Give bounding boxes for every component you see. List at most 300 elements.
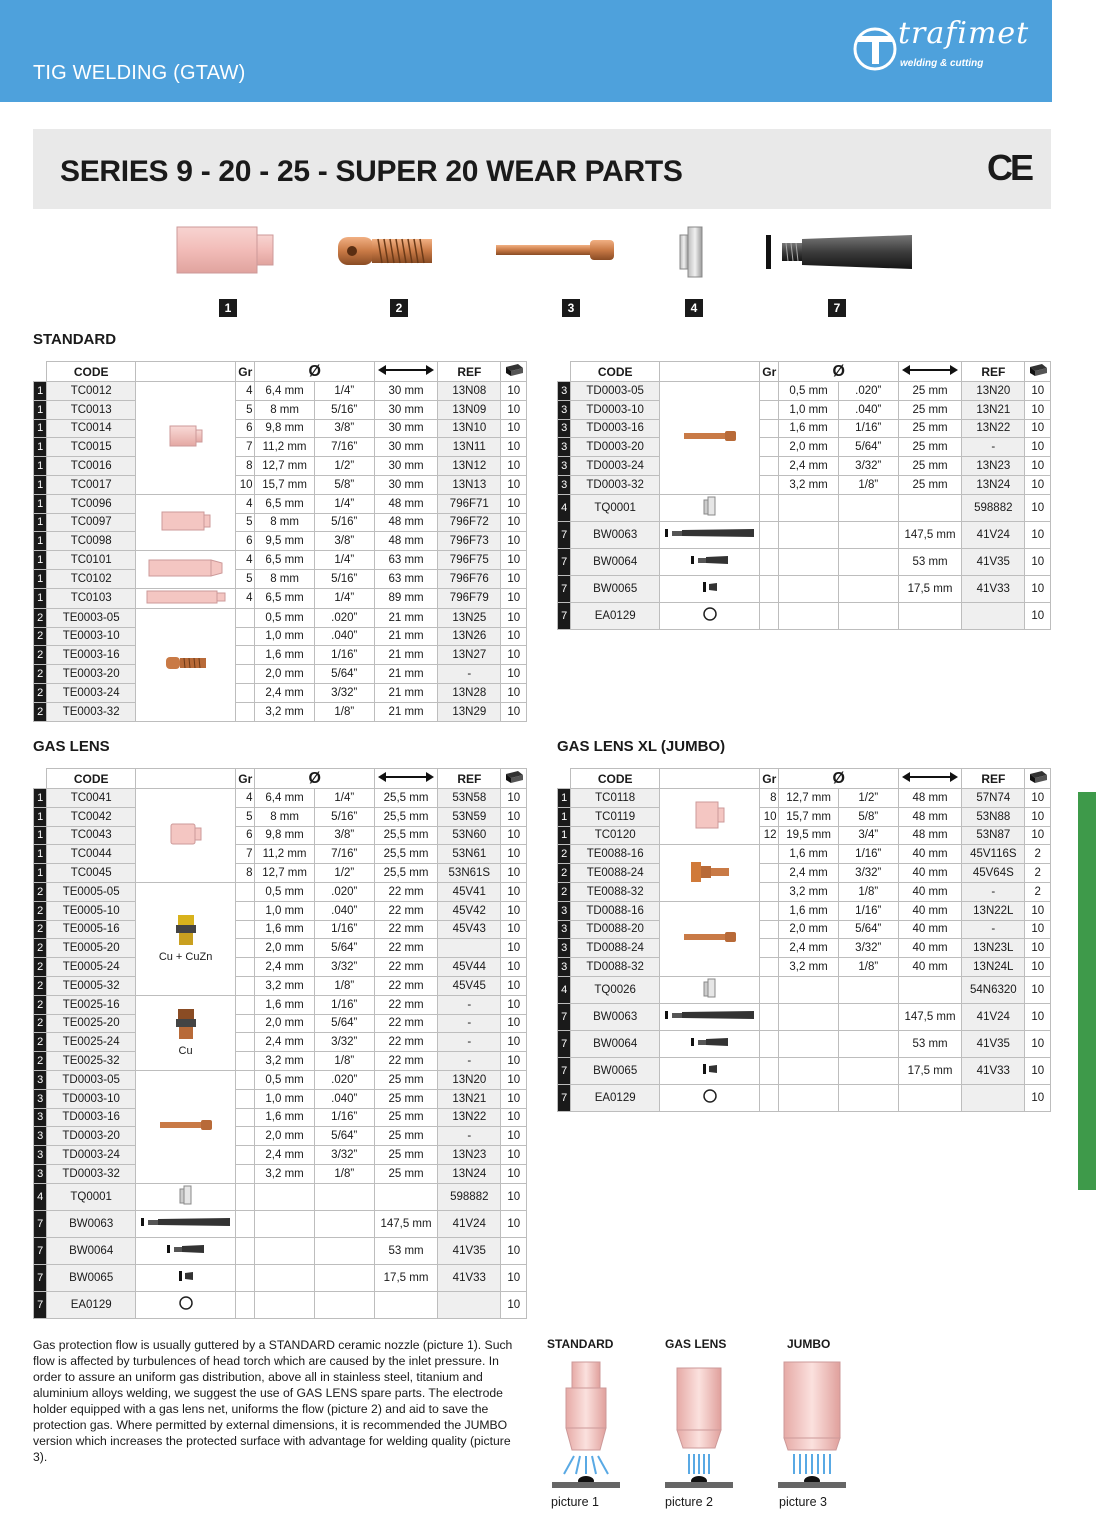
gr-size bbox=[236, 1183, 255, 1210]
part-image-cell bbox=[660, 845, 760, 901]
package-quantity: 10 bbox=[1025, 976, 1051, 1003]
table-row bbox=[34, 665, 527, 684]
gr-size bbox=[236, 608, 255, 627]
group-number: 7 bbox=[558, 548, 571, 575]
back-cap-long-icon bbox=[140, 1218, 232, 1230]
package-quantity: 10 bbox=[501, 1052, 527, 1071]
picture-title-gas-lens: GAS LENS bbox=[665, 1337, 727, 1351]
part-image-cell bbox=[660, 575, 760, 602]
part-code: BW0064 bbox=[571, 548, 660, 575]
group-number: 1 bbox=[34, 551, 47, 570]
length: 147,5 mm bbox=[374, 1210, 437, 1237]
group-number: 2 bbox=[558, 882, 571, 901]
diameter-inch: 5/16” bbox=[314, 807, 374, 826]
package-quantity: 10 bbox=[1025, 457, 1051, 476]
table-row bbox=[558, 382, 1051, 401]
table-row bbox=[558, 1057, 1051, 1084]
table-row bbox=[558, 400, 1051, 419]
table-row bbox=[34, 1127, 527, 1146]
length: 48 mm bbox=[898, 826, 961, 845]
group-number: 4 bbox=[558, 494, 571, 521]
gr-size: 5 bbox=[236, 513, 255, 532]
diameter-inch bbox=[838, 602, 898, 629]
logo-brand-text: trafimet bbox=[898, 16, 1030, 51]
table-row bbox=[34, 1052, 527, 1071]
insulator-icon bbox=[703, 989, 717, 1001]
reference: 13N13 bbox=[438, 475, 501, 494]
part-code: BW0064 bbox=[571, 1030, 660, 1057]
group-number: 3 bbox=[558, 457, 571, 476]
length: 25 mm bbox=[374, 1146, 437, 1165]
group-number: 2 bbox=[34, 1014, 47, 1033]
gr-size: 5 bbox=[236, 807, 255, 826]
part-code: TE0025-20 bbox=[47, 1014, 136, 1033]
gr-size bbox=[760, 939, 779, 958]
table-row bbox=[34, 569, 527, 588]
length bbox=[898, 976, 961, 1003]
length: 40 mm bbox=[898, 958, 961, 977]
ref-header: REF bbox=[962, 769, 1025, 789]
diameter-mm: 12,7 mm bbox=[255, 864, 314, 883]
gr-size bbox=[236, 1127, 255, 1146]
diameter-inch bbox=[838, 521, 898, 548]
length: 21 mm bbox=[374, 683, 437, 702]
group-number: 1 bbox=[34, 845, 47, 864]
diameter-inch: 1/8” bbox=[314, 1052, 374, 1071]
diameter-mm: 2,0 mm bbox=[255, 1127, 314, 1146]
back-cap-icon bbox=[764, 233, 914, 271]
section-standard: STANDARD bbox=[33, 331, 117, 348]
group-number: 7 bbox=[558, 1084, 571, 1111]
length: 25,5 mm bbox=[374, 789, 437, 808]
group-number: 7 bbox=[558, 575, 571, 602]
group-number: 3 bbox=[558, 475, 571, 494]
group-number: 1 bbox=[558, 807, 571, 826]
group-number: 1 bbox=[34, 475, 47, 494]
part-code: TE0005-20 bbox=[47, 939, 136, 958]
table-row bbox=[558, 976, 1051, 1003]
length-header bbox=[374, 362, 437, 382]
jumbo-parts-table bbox=[557, 768, 1051, 1112]
reference: 796F79 bbox=[438, 588, 501, 608]
table-row bbox=[558, 475, 1051, 494]
table-row bbox=[558, 548, 1051, 575]
ref-header: REF bbox=[962, 362, 1025, 382]
package-quantity: 10 bbox=[501, 665, 527, 684]
table-row bbox=[34, 1070, 527, 1089]
package-quantity: 10 bbox=[501, 588, 527, 608]
table-row bbox=[558, 1084, 1051, 1111]
length: 48 mm bbox=[898, 789, 961, 808]
reference: 13N23 bbox=[962, 457, 1025, 476]
package-quantity: 2 bbox=[1025, 864, 1051, 883]
package-quantity: 2 bbox=[1025, 845, 1051, 864]
reference: 13N24L bbox=[962, 958, 1025, 977]
diameter-inch: 1/16” bbox=[838, 901, 898, 920]
part-image-cell bbox=[136, 551, 236, 589]
package-quantity: 10 bbox=[501, 1264, 527, 1291]
diameter-mm: 11,2 mm bbox=[255, 438, 314, 457]
table-row bbox=[34, 1146, 527, 1165]
diameter-header: Ø bbox=[779, 769, 898, 789]
gr-size bbox=[760, 457, 779, 476]
diameter-mm: 6,4 mm bbox=[255, 789, 314, 808]
table-row bbox=[34, 475, 527, 494]
part-number-7: 7 bbox=[828, 299, 846, 317]
part-code: TD0088-32 bbox=[571, 958, 660, 977]
table-row bbox=[34, 457, 527, 476]
picture-caption-1: picture 1 bbox=[551, 1495, 599, 1509]
table-row bbox=[558, 457, 1051, 476]
part-code: TD0003-05 bbox=[47, 1070, 136, 1089]
group-number: 2 bbox=[34, 1033, 47, 1052]
ceramic-nozzle-long-icon bbox=[148, 569, 224, 581]
table-row bbox=[558, 602, 1051, 629]
table-row bbox=[558, 807, 1051, 826]
part-image-cell bbox=[660, 1084, 760, 1111]
diameter-mm bbox=[255, 1291, 314, 1318]
table-row bbox=[558, 864, 1051, 883]
parts-illustration-row bbox=[0, 215, 1052, 325]
group-number: 2 bbox=[34, 901, 47, 920]
table-row bbox=[558, 845, 1051, 864]
gas-lens-body-icon bbox=[174, 937, 198, 949]
ceramic-nozzle-medium-icon bbox=[161, 522, 211, 534]
gr-size: 5 bbox=[236, 569, 255, 588]
reference: 41V35 bbox=[962, 1030, 1025, 1057]
part-code: TC0015 bbox=[47, 438, 136, 457]
collet-icon bbox=[159, 1122, 213, 1134]
group-number: 3 bbox=[558, 920, 571, 939]
table-row bbox=[558, 901, 1051, 920]
table-row bbox=[34, 826, 527, 845]
standard-flow-diagram-icon bbox=[550, 1358, 622, 1490]
length-header bbox=[898, 769, 961, 789]
package-quantity: 10 bbox=[1025, 1030, 1051, 1057]
gr-size: 10 bbox=[236, 475, 255, 494]
part-image-cell bbox=[660, 1030, 760, 1057]
diameter-inch bbox=[838, 1057, 898, 1084]
diameter-inch: 1/2” bbox=[314, 457, 374, 476]
package-quantity: 10 bbox=[1025, 438, 1051, 457]
o-ring-icon bbox=[178, 1302, 194, 1314]
part-image-cell bbox=[136, 494, 236, 550]
reference: 13N24 bbox=[438, 1164, 501, 1183]
reference: 796F71 bbox=[438, 494, 501, 513]
diameter-inch: 5/64” bbox=[314, 1127, 374, 1146]
part-code: TE0088-24 bbox=[571, 864, 660, 883]
diameter-mm: 1,6 mm bbox=[255, 920, 314, 939]
reference: 13N20 bbox=[962, 382, 1025, 401]
package-header bbox=[1025, 769, 1051, 789]
length: 48 mm bbox=[374, 532, 437, 551]
group-number: 1 bbox=[34, 807, 47, 826]
diameter-inch bbox=[838, 575, 898, 602]
group-number: 3 bbox=[558, 958, 571, 977]
table-row bbox=[34, 588, 527, 608]
length: 25,5 mm bbox=[374, 864, 437, 883]
table-row bbox=[558, 789, 1051, 808]
reference: 57N74 bbox=[962, 789, 1025, 808]
part-image-cell bbox=[136, 1210, 236, 1237]
gr-size bbox=[236, 1164, 255, 1183]
group-number: 2 bbox=[34, 976, 47, 995]
package-quantity: 10 bbox=[1025, 939, 1051, 958]
length: 21 mm bbox=[374, 627, 437, 646]
part-code: TD0088-16 bbox=[571, 901, 660, 920]
table-row bbox=[558, 1003, 1051, 1030]
part-code: TC0098 bbox=[47, 532, 136, 551]
diameter-inch: 1/2” bbox=[838, 789, 898, 808]
package-quantity: 2 bbox=[1025, 882, 1051, 901]
gas-lens-body-copper-icon bbox=[174, 1031, 198, 1043]
gr-size: 8 bbox=[760, 789, 779, 808]
table-row bbox=[34, 683, 527, 702]
gr-size bbox=[236, 665, 255, 684]
table-row bbox=[34, 1089, 527, 1108]
diameter-inch bbox=[838, 494, 898, 521]
gr-size bbox=[760, 382, 779, 401]
reference: 13N27 bbox=[438, 646, 501, 665]
gas-lens-flow-diagram-icon bbox=[663, 1358, 735, 1490]
diameter-mm bbox=[779, 494, 838, 521]
package-header bbox=[501, 769, 527, 789]
code-header: CODE bbox=[47, 769, 136, 789]
gr-size bbox=[760, 521, 779, 548]
part-image-cell bbox=[660, 521, 760, 548]
reference: 796F72 bbox=[438, 513, 501, 532]
gr-size: 6 bbox=[236, 532, 255, 551]
group-number: 2 bbox=[34, 920, 47, 939]
diameter-inch: 3/8” bbox=[314, 419, 374, 438]
diameter-inch: 3/32” bbox=[314, 1033, 374, 1052]
gr-size: 12 bbox=[760, 826, 779, 845]
gr-size bbox=[236, 1237, 255, 1264]
reference: 13N20 bbox=[438, 1070, 501, 1089]
diameter-inch: .020” bbox=[314, 882, 374, 901]
diameter-header: Ø bbox=[255, 769, 374, 789]
package-quantity: 10 bbox=[1025, 958, 1051, 977]
group-number: 2 bbox=[558, 864, 571, 883]
package-quantity: 10 bbox=[501, 494, 527, 513]
table-row bbox=[558, 419, 1051, 438]
diameter-mm: 3,2 mm bbox=[779, 958, 838, 977]
length-header bbox=[898, 362, 961, 382]
reference: - bbox=[438, 1127, 501, 1146]
package-quantity: 10 bbox=[501, 920, 527, 939]
reference: 598882 bbox=[962, 494, 1025, 521]
part-image-cell bbox=[136, 1070, 236, 1183]
group-header bbox=[558, 362, 571, 382]
package-quantity: 10 bbox=[501, 1291, 527, 1318]
reference: 53N87 bbox=[962, 826, 1025, 845]
length: 89 mm bbox=[374, 588, 437, 608]
part-image-cell bbox=[660, 976, 760, 1003]
package-quantity: 10 bbox=[501, 958, 527, 977]
group-number: 3 bbox=[34, 1070, 47, 1089]
part-image-cell bbox=[660, 382, 760, 495]
diameter-inch: 1/4” bbox=[314, 789, 374, 808]
length: 147,5 mm bbox=[898, 1003, 961, 1030]
length: 48 mm bbox=[898, 807, 961, 826]
package-quantity: 10 bbox=[501, 1237, 527, 1264]
diameter-mm: 6,5 mm bbox=[255, 588, 314, 608]
table-row bbox=[558, 939, 1051, 958]
gr-size: 5 bbox=[236, 400, 255, 419]
reference: - bbox=[438, 995, 501, 1014]
package-quantity: 10 bbox=[501, 400, 527, 419]
part-code: TD0003-24 bbox=[47, 1146, 136, 1165]
diameter-inch: 1/16” bbox=[314, 995, 374, 1014]
length bbox=[374, 1183, 437, 1210]
group-number: 1 bbox=[34, 457, 47, 476]
part-code: TE0005-10 bbox=[47, 901, 136, 920]
length: 25 mm bbox=[374, 1089, 437, 1108]
length: 40 mm bbox=[898, 864, 961, 883]
length: 21 mm bbox=[374, 665, 437, 684]
reference: 54N6320 bbox=[962, 976, 1025, 1003]
diameter-inch: 5/8” bbox=[314, 475, 374, 494]
length: 25 mm bbox=[374, 1127, 437, 1146]
table-row bbox=[34, 901, 527, 920]
diameter-inch bbox=[314, 1291, 374, 1318]
gr-size bbox=[236, 702, 255, 721]
page-title: SERIES 9 - 20 - 25 - SUPER 20 WEAR PARTS bbox=[60, 155, 683, 188]
ce-mark: CE bbox=[987, 147, 1032, 188]
package-header bbox=[1025, 362, 1051, 382]
table-row bbox=[34, 1210, 527, 1237]
table-row bbox=[34, 382, 527, 401]
reference: 13N29 bbox=[438, 702, 501, 721]
group-number: 3 bbox=[558, 400, 571, 419]
package-quantity: 10 bbox=[1025, 826, 1051, 845]
back-cap-long-icon bbox=[664, 529, 756, 541]
group-number: 7 bbox=[34, 1210, 47, 1237]
diameter-mm bbox=[779, 521, 838, 548]
gr-size: 4 bbox=[236, 789, 255, 808]
length: 21 mm bbox=[374, 646, 437, 665]
gr-size: 8 bbox=[236, 864, 255, 883]
reference: 45V43 bbox=[438, 920, 501, 939]
gr-size bbox=[236, 1291, 255, 1318]
code-header: CODE bbox=[47, 362, 136, 382]
part-image-cell bbox=[136, 789, 236, 883]
length: 40 mm bbox=[898, 845, 961, 864]
logo-tagline: welding & cutting bbox=[900, 58, 984, 69]
part-code: BW0064 bbox=[47, 1237, 136, 1264]
package-quantity: 10 bbox=[1025, 575, 1051, 602]
diameter-inch: 5/16” bbox=[314, 513, 374, 532]
table-row bbox=[558, 438, 1051, 457]
part-code: TC0045 bbox=[47, 864, 136, 883]
table-row bbox=[34, 1264, 527, 1291]
diameter-mm: 1,6 mm bbox=[255, 1108, 314, 1127]
diameter-mm: 6,5 mm bbox=[255, 551, 314, 570]
diameter-inch: 5/16” bbox=[314, 569, 374, 588]
diameter-mm: 1,0 mm bbox=[779, 400, 838, 419]
part-image-cell bbox=[136, 995, 236, 1070]
reference: 13N12 bbox=[438, 457, 501, 476]
diameter-inch: 1/8” bbox=[838, 475, 898, 494]
image-header bbox=[660, 362, 760, 382]
reference: 45V44 bbox=[438, 958, 501, 977]
gr-size bbox=[760, 920, 779, 939]
diameter-inch: 1/16” bbox=[314, 920, 374, 939]
group-number: 1 bbox=[34, 826, 47, 845]
gr-size bbox=[760, 602, 779, 629]
diameter-inch bbox=[838, 1084, 898, 1111]
gr-header: Gr bbox=[760, 769, 779, 789]
reference: 13N22L bbox=[962, 901, 1025, 920]
ceramic-nozzle-icon bbox=[175, 225, 275, 275]
length: 30 mm bbox=[374, 382, 437, 401]
reference: 41V35 bbox=[962, 548, 1025, 575]
reference: 13N08 bbox=[438, 382, 501, 401]
group-number: 7 bbox=[558, 1030, 571, 1057]
group-number: 2 bbox=[34, 646, 47, 665]
part-code: BW0063 bbox=[571, 521, 660, 548]
group-number: 3 bbox=[34, 1164, 47, 1183]
gas-lens-parts-table bbox=[33, 768, 527, 1319]
part-code: TE0005-32 bbox=[47, 976, 136, 995]
diameter-mm: 2,4 mm bbox=[779, 864, 838, 883]
length-arrow-icon bbox=[902, 771, 958, 783]
part-code: EA0129 bbox=[571, 1084, 660, 1111]
gr-size: 4 bbox=[236, 588, 255, 608]
table-row bbox=[558, 494, 1051, 521]
table-row bbox=[34, 627, 527, 646]
part-code: TC0041 bbox=[47, 789, 136, 808]
gr-size bbox=[760, 494, 779, 521]
length: 40 mm bbox=[898, 939, 961, 958]
package-quantity: 10 bbox=[501, 789, 527, 808]
group-number: 3 bbox=[558, 939, 571, 958]
diameter-mm: 0,5 mm bbox=[255, 608, 314, 627]
diameter-mm: 2,0 mm bbox=[255, 665, 314, 684]
reference: - bbox=[962, 438, 1025, 457]
group-number: 2 bbox=[34, 627, 47, 646]
section-label: TIG WELDING (GTAW) bbox=[33, 62, 246, 84]
gr-size bbox=[236, 1146, 255, 1165]
group-number: 7 bbox=[558, 602, 571, 629]
gr-size: 6 bbox=[236, 826, 255, 845]
package-quantity: 10 bbox=[501, 513, 527, 532]
part-code: EA0129 bbox=[47, 1291, 136, 1318]
diameter-mm: 2,4 mm bbox=[255, 1146, 314, 1165]
reference: 13N09 bbox=[438, 400, 501, 419]
reference: 41V24 bbox=[438, 1210, 501, 1237]
gr-size bbox=[760, 958, 779, 977]
package-quantity: 10 bbox=[501, 845, 527, 864]
package-quantity: 10 bbox=[1025, 494, 1051, 521]
part-code: TE0003-10 bbox=[47, 627, 136, 646]
table-header-row bbox=[34, 362, 527, 382]
reference: 41V33 bbox=[438, 1264, 501, 1291]
diameter-inch bbox=[838, 1003, 898, 1030]
part-code: TE0005-16 bbox=[47, 920, 136, 939]
gr-size bbox=[760, 976, 779, 1003]
group-number: 1 bbox=[34, 588, 47, 608]
part-code: TD0003-32 bbox=[571, 475, 660, 494]
reference: 53N88 bbox=[962, 807, 1025, 826]
diameter-mm: 12,7 mm bbox=[779, 789, 838, 808]
diameter-mm: 9,8 mm bbox=[255, 826, 314, 845]
gr-size bbox=[760, 882, 779, 901]
diameter-inch: 1/8” bbox=[838, 882, 898, 901]
diameter-inch: 5/64” bbox=[314, 1014, 374, 1033]
reference: 45V45 bbox=[438, 976, 501, 995]
length: 17,5 mm bbox=[898, 1057, 961, 1084]
